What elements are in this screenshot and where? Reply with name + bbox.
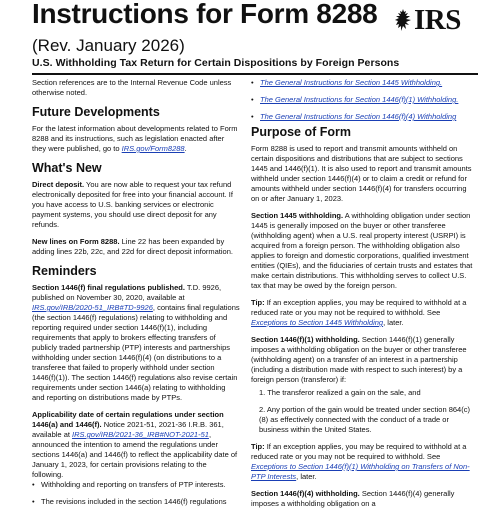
right-column <box>251 78 476 516</box>
list-item <box>251 78 476 88</box>
tip-1446f1-paragraph: Tip: If an exception applies, you may be required to withhold at a reduced rate or you may not be required to withhold. See Exceptions to Section 1446(f)(1) Withholding on Transfers of Non-PTP Interests, later. <box>251 442 470 481</box>
page-header <box>0 0 480 78</box>
section-1446f4-title: Section 1446(f)(4) withholding. <box>251 489 360 498</box>
section-1446f4-paragraph: Section 1446(f)(4) withholding. Section 1446(f)(4) generally imposes a withholding obligation on a <box>251 489 455 508</box>
page-title: Instructions for Form 8288 <box>32 0 378 29</box>
new-lines-paragraph: New lines on Form 8288. Line 22 has been expanded by adding lines 22b, 22c, and 22d for direct deposit information. <box>32 237 233 256</box>
left-column <box>32 78 240 514</box>
list-item: • The revisions included in the section 1446(f) regulations <box>32 497 240 507</box>
revision-date: (Rev. January 2026) <box>32 36 185 55</box>
td-9926-link[interactable]: IRS.gov/IRB/2020-51_IRB#TD-9926 <box>32 303 153 312</box>
tip-1445-paragraph: Tip: If an exception applies, you may be required to withhold at a reduced rate or you may not be required to withhold. See Exceptions to Section 1445 Withholding, later. <box>251 298 467 327</box>
whats-new-heading: What's New <box>32 161 102 175</box>
section-1445-title: Section 1445 withholding. <box>251 211 344 220</box>
exceptions-1445-link[interactable]: Exceptions to Section 1445 Withholding <box>251 318 384 327</box>
purpose-text: Form 8288 is used to report and transmit amounts withheld on certain dispositions and distributions that are subject to sections 1445 and 1446(f)(1). It is also used to report and transmit amounts withheld under section 1446(f)(4) or to claim a credit or refund for amounts withheld under section 1446(f)(4) for transfers occurring on or after January 1, 2023. <box>251 144 472 203</box>
numbered-item: 2. Any portion of the gain would be treated under section 864(c)(8) as effectively connected with the conduct of a trade or business within the United States. <box>259 405 470 434</box>
irs-form8288-link[interactable]: IRS.gov/Form8288 <box>121 144 185 153</box>
final-regs-paragraph: Section 1446(f) final regulations published. T.D. 9926, published on November 30, 2020, available at IRS.gov/IRB/2020-51_IRB#TD-9926, contains final regulations (the section 1446(f) regulations) relating to withholding and reporting required under section 1446(f)(1), including requirements that apply to brokers effecting transfers of publicly traded partnership (PTP) interests and partnerships withholding under section 1446(f)(4) (on distributions to a transferee that failed to properly withhold under section 1446(f)(1)). The section 1446(f) regulations also revise certain requirements under section 1446(a) relating to withholding and reporting on distributions made by PTPs. <box>32 283 240 402</box>
section-1446f1-paragraph: Section 1446(f)(1) withholding. Section 1446(f)(1) generally imposes a withholding obligation on the buyer or other transferee (withholding agent) on a transfer of an interest in a partnership (including a distribution made with respect to such interest) by a foreign person (transferor) if: <box>251 335 467 384</box>
future-developments-text: For the latest information about developments related to Form 8288 and its instructions, such as legislation enacted after they were published, go to IRS.gov/Form8288. <box>32 124 238 153</box>
reminders-heading: Reminders <box>32 264 97 278</box>
section-1446f1-instructions-link[interactable]: The General Instructions for Section 1446(f)(1) Withholding. <box>260 95 459 104</box>
eagle-icon <box>394 8 413 33</box>
future-developments-heading: Future Developments <box>32 105 160 119</box>
final-regs-title: Section 1446(f) final regulations published. <box>32 283 185 292</box>
notice-2021-51-link[interactable]: IRS.gov/IRB/2021-36_IRB#NOT-2021-51 <box>72 430 209 439</box>
purpose-heading: Purpose of Form <box>251 125 352 139</box>
list-item <box>251 112 476 122</box>
irs-logo-text: IRS <box>414 4 461 36</box>
tip-label: Tip: <box>251 298 265 307</box>
section-1445-paragraph: Section 1445 withholding. A withholding obligation under section 1445 is generally imposed on the buyer or other transferee (withholding agent) when a U.S. real property interest (USRPI) is acquired from a foreign person. The withholding obligation also applies to foreign and domestic corporations, qualified investment entities (QIEs), and the fiduciaries of certain trusts and estates that make certain distributions. This withholding serves to collect U.S. tax that may be owed by the foreign person. <box>251 211 473 290</box>
direct-deposit-paragraph: Direct deposit. You are now able to request your tax refund electronically deposited for free into your financial account. If you have access to U.S. banking services or electronic payment systems, you should use direct deposit for any refunds. <box>32 180 233 229</box>
section-1446f1-title: Section 1446(f)(1) withholding. <box>251 335 360 344</box>
form-subtitle: U.S. Withholding Tax Return for Certain Dispositions by Foreign Persons <box>32 57 400 69</box>
applicability-title: Applicability date of certain regulations under section 1446(a) and 1446(f). <box>32 410 224 429</box>
exceptions-1446f1-link[interactable]: Exceptions to Section 1446(f)(1) Withholding on Transfers of Non-PTP Interests <box>251 462 470 481</box>
section-1446f4-instructions-link[interactable]: The General Instructions for Section 1446(f)(4) Withholding <box>260 112 457 121</box>
irs-logo <box>394 4 461 37</box>
header-rule <box>32 73 478 75</box>
list-item <box>251 95 476 105</box>
numbered-item: 1. The transferor realized a gain on the sale, and <box>259 388 421 397</box>
applicability-paragraph: Applicability date of certain regulations under section 1446(a) and 1446(f). Notice 2021-51, 2021-36 I.R.B. 361, available at IRS.gov/IRB/2021-36_IRB#NOT-2021-51, announced the intention to amend the regulations under sections 1446(a) and 1446(f) to reflect the applicability date of January 1, 2023, for certain provisions relating to the following. <box>32 410 238 479</box>
tip-label: Tip: <box>251 442 265 451</box>
section-1445-instructions-link[interactable]: The General Instructions for Section 1445 Withholding. <box>260 78 443 87</box>
direct-deposit-title: Direct deposit. <box>32 180 85 189</box>
new-lines-title: New lines on Form 8288. <box>32 237 120 246</box>
intro-text: Section references are to the Internal Revenue Code unless otherwise noted. <box>32 78 232 97</box>
list-item: • Withholding and reporting on transfers of PTP interests. <box>32 480 240 490</box>
